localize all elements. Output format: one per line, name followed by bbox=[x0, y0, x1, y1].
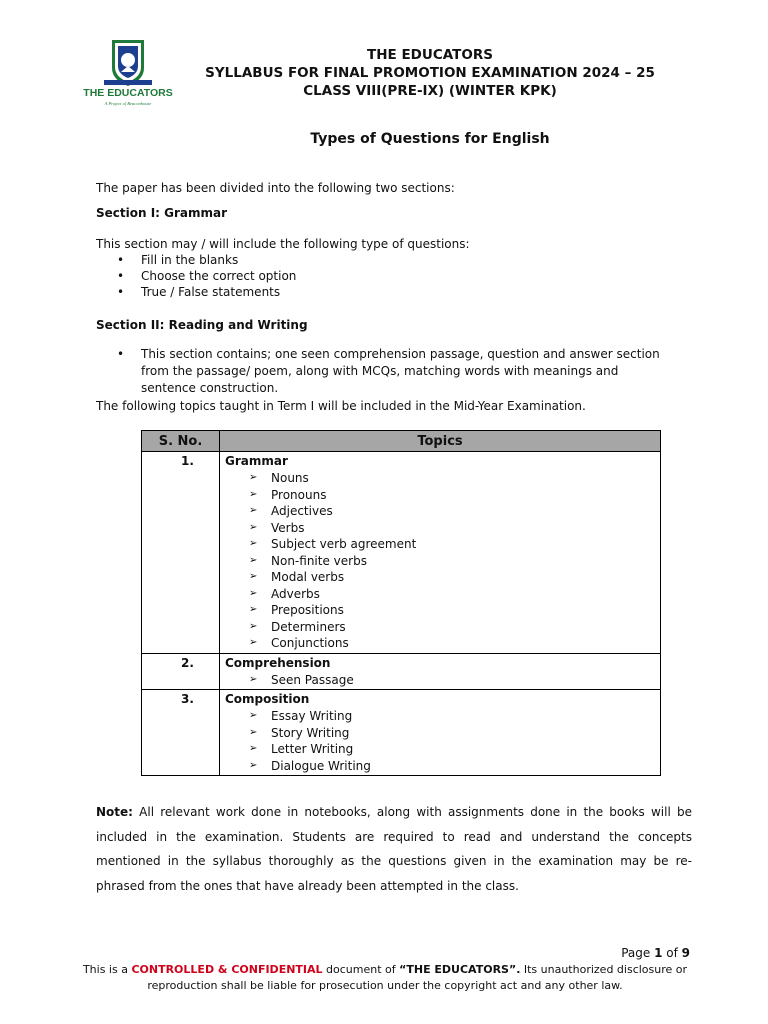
row-number: 2. bbox=[142, 653, 220, 690]
footer-highlight: CONTROLLED & CONFIDENTIAL bbox=[131, 963, 323, 976]
section-2-bullet bbox=[114, 346, 674, 397]
topic-item: ➢ Adverbs bbox=[225, 586, 660, 603]
page-sep: of bbox=[662, 946, 682, 960]
topic-category: Composition bbox=[225, 692, 310, 706]
topic-item: ➢ Modal verbs bbox=[225, 569, 660, 586]
note-paragraph bbox=[96, 800, 692, 898]
topic-item: ➢ Adjectives bbox=[225, 503, 660, 520]
page-total: 9 bbox=[681, 946, 690, 960]
topics-intro: The following topics taught in Term I will be included in the Mid-Year Examination. bbox=[96, 399, 586, 413]
topic-item: ➢ Essay Writing bbox=[225, 708, 660, 725]
document-header bbox=[190, 46, 670, 100]
note-label: Note: bbox=[96, 805, 133, 819]
row-number: 1. bbox=[142, 452, 220, 654]
intro-text: The paper has been divided into the following two sections: bbox=[96, 181, 455, 195]
topic-cell bbox=[220, 452, 661, 654]
topic-cell bbox=[220, 653, 661, 690]
column-header-sno: S. No. bbox=[142, 431, 220, 452]
table-header-row bbox=[142, 431, 661, 452]
topic-item: ➢ Verbs bbox=[225, 520, 660, 537]
table-row bbox=[142, 653, 661, 690]
topic-category: Comprehension bbox=[225, 655, 331, 670]
topic-item: ➢ Non-finite verbs bbox=[225, 553, 660, 570]
section-2-heading: Section II: Reading and Writing bbox=[96, 318, 308, 332]
page-prefix: Page bbox=[621, 946, 655, 960]
row-number: 3. bbox=[142, 690, 220, 776]
page-current: 1 bbox=[654, 946, 663, 960]
topic-item: ➢ Seen Passage bbox=[225, 672, 660, 689]
confidentiality-footer bbox=[80, 962, 690, 993]
list-item: • Choose the correct option bbox=[114, 268, 296, 284]
topic-item: ➢ Subject verb agreement bbox=[225, 536, 660, 553]
topic-category: Grammar bbox=[225, 454, 288, 468]
logo-text: THE EDUCATORS bbox=[83, 87, 173, 99]
topic-item: ➢ Conjunctions bbox=[225, 635, 660, 652]
footer-text-2: document of bbox=[322, 963, 400, 976]
topic-item: ➢ Nouns bbox=[225, 470, 660, 487]
footer-text-1: This is a bbox=[82, 963, 132, 976]
footer-text-3: Its unauthorized disclosure or reproduction shall be liable for prosecution under the copyright act and any other law. bbox=[147, 963, 688, 992]
header-line-3: CLASS VIII(PRE-IX) (WINTER KPK) bbox=[303, 83, 557, 99]
topic-item: ➢ Dialogue Writing bbox=[225, 758, 660, 775]
table-row bbox=[142, 690, 661, 776]
header-line-1: THE EDUCATORS bbox=[367, 47, 493, 63]
topics-table bbox=[141, 430, 661, 776]
section-1-bullet-list bbox=[114, 252, 296, 300]
column-header-topics: Topics bbox=[220, 431, 661, 452]
note-text: All relevant work done in notebooks, along with assignments done in the books will be included in the examination. Students are required to read and understand the concepts mentioned in the syllabus thoroughly as the questions given in the examination may be re-phrased from the ones that have already been attempted in the class. bbox=[96, 805, 692, 893]
header-line-2: SYLLABUS FOR FINAL PROMOTION EXAMINATION 2024 – 25 bbox=[205, 65, 655, 81]
table-row bbox=[142, 452, 661, 654]
page-number bbox=[600, 946, 690, 960]
section-1-intro: This section may / will include the following type of questions: bbox=[96, 237, 470, 251]
list-item: • True / False statements bbox=[114, 284, 296, 300]
educators-logo bbox=[83, 38, 173, 110]
logo-tagline: A Project of Beaconhouse bbox=[104, 101, 152, 106]
topic-item: ➢ Prepositions bbox=[225, 602, 660, 619]
topic-item: ➢ Letter Writing bbox=[225, 741, 660, 758]
footer-org: “THE EDUCATORS”. bbox=[399, 963, 521, 976]
section-2-bullet-text: This section contains; one seen comprehension passage, question and answer section from the passage/ poem, along with MCQs, matching words with meanings and sentence construction. bbox=[141, 347, 660, 395]
topic-item: ➢ Determiners bbox=[225, 619, 660, 636]
document-title: Types of Questions for English bbox=[310, 131, 550, 147]
topic-cell bbox=[220, 690, 661, 776]
topic-item: ➢ Story Writing bbox=[225, 725, 660, 742]
topic-item: ➢ Pronouns bbox=[225, 487, 660, 504]
bullet-icon: • bbox=[117, 347, 125, 361]
section-1-heading: Section I: Grammar bbox=[96, 206, 228, 220]
list-item: • Fill in the blanks bbox=[114, 252, 296, 268]
